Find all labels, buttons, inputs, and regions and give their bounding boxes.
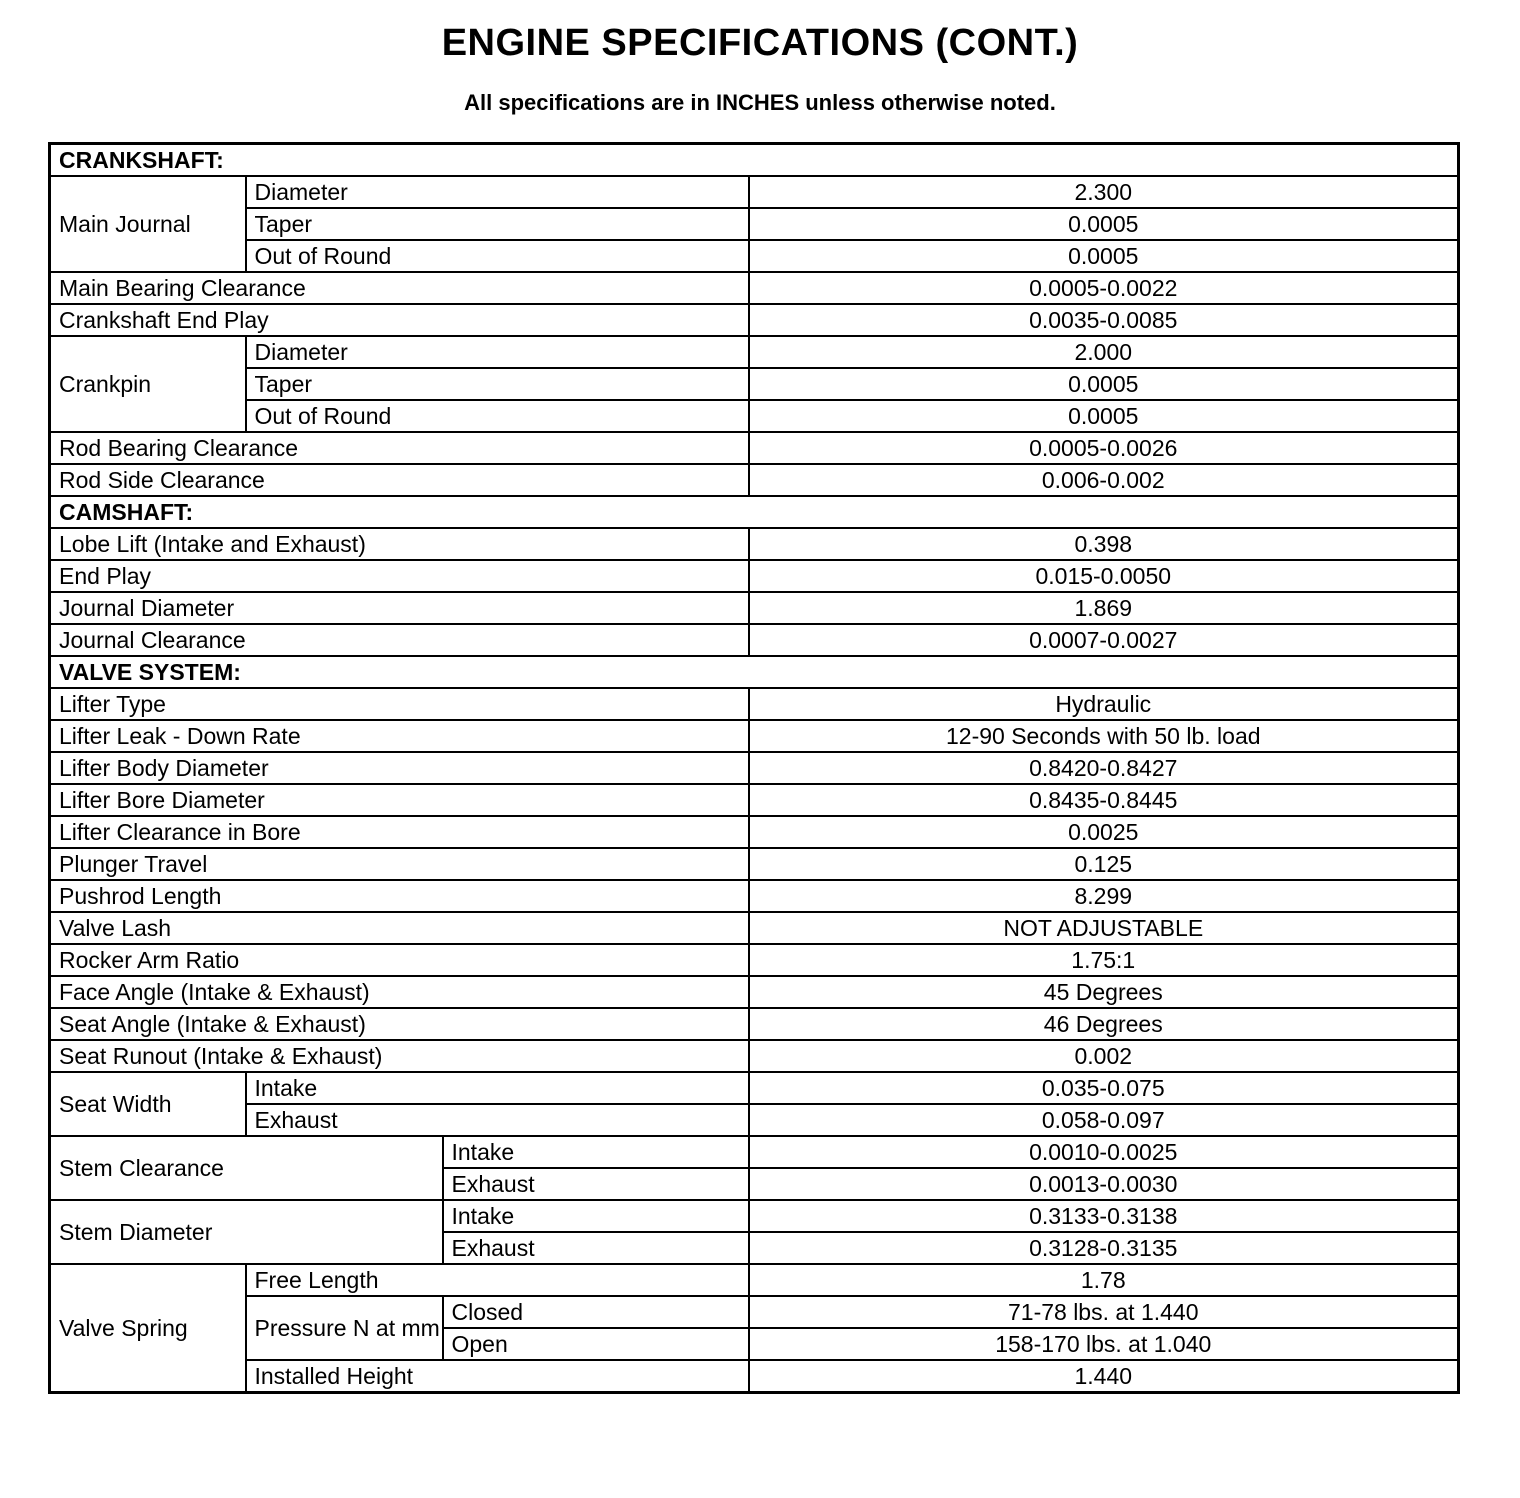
table-row (50, 1008, 1459, 1040)
table-row (50, 560, 1459, 592)
spec-value: 0.125 (749, 848, 1459, 880)
table-row (50, 432, 1459, 464)
spec-label: Lifter Clearance in Bore (50, 816, 749, 848)
spec-value: 0.0010-0.0025 (749, 1136, 1459, 1168)
spec-label: Diameter (246, 336, 749, 368)
spec-label: Taper (246, 368, 749, 400)
spec-label: Seat Runout (Intake & Exhaust) (50, 1040, 749, 1072)
spec-label: Rod Bearing Clearance (50, 432, 749, 464)
spec-label: Exhaust (246, 1104, 749, 1136)
table-row (50, 1104, 1459, 1136)
page-subtitle: All specifications are in INCHES unless otherwise noted. (464, 90, 1056, 115)
spec-value: 45 Degrees (749, 976, 1459, 1008)
spec-value: 0.058-0.097 (749, 1104, 1459, 1136)
spec-label: Exhaust (443, 1168, 749, 1200)
spec-value: 12-90 Seconds with 50 lb. load (749, 720, 1459, 752)
spec-label: Out of Round (246, 400, 749, 432)
table-row (50, 848, 1459, 880)
spec-label: Diameter (246, 176, 749, 208)
table-row (50, 336, 1459, 368)
section-header-valve-system: VALVE SYSTEM: (50, 656, 1459, 688)
spec-label: Plunger Travel (50, 848, 749, 880)
spec-value: 0.0013-0.0030 (749, 1168, 1459, 1200)
spec-label: Open (443, 1328, 749, 1360)
group-label-stem-clearance: Stem Clearance (50, 1136, 443, 1200)
table-row (50, 976, 1459, 1008)
spec-label: Journal Diameter (50, 592, 749, 624)
spec-value: 0.0007-0.0027 (749, 624, 1459, 656)
table-row (50, 176, 1459, 208)
spec-value: 0.3128-0.3135 (749, 1232, 1459, 1264)
spec-label: Face Angle (Intake & Exhaust) (50, 976, 749, 1008)
spec-value: 1.78 (749, 1264, 1459, 1296)
spec-value: 0.0025 (749, 816, 1459, 848)
spec-label: Lifter Type (50, 688, 749, 720)
table-row (50, 368, 1459, 400)
table-row (50, 464, 1459, 496)
table-row (50, 784, 1459, 816)
section-header-row (50, 144, 1459, 177)
spec-value: 46 Degrees (749, 1008, 1459, 1040)
table-row (50, 528, 1459, 560)
spec-label: Main Bearing Clearance (50, 272, 749, 304)
spec-value: 0.006-0.002 (749, 464, 1459, 496)
table-row (50, 752, 1459, 784)
spec-value: 0.002 (749, 1040, 1459, 1072)
spec-value: 8.299 (749, 880, 1459, 912)
spec-label: Intake (246, 1072, 749, 1104)
page-title: ENGINE SPECIFICATIONS (CONT.) (441, 22, 1079, 64)
spec-label: Closed (443, 1296, 749, 1328)
spec-value: 0.0005-0.0026 (749, 432, 1459, 464)
spec-value: 0.8420-0.8427 (749, 752, 1459, 784)
spec-label: Rod Side Clearance (50, 464, 749, 496)
spec-value: 1.440 (749, 1360, 1459, 1393)
spec-value: 1.869 (749, 592, 1459, 624)
spec-label: Rocker Arm Ratio (50, 944, 749, 976)
table-row (50, 400, 1459, 432)
spec-label: Intake (443, 1136, 749, 1168)
table-row (50, 1200, 1459, 1232)
group-label-pressure: Pressure N at mm (246, 1296, 443, 1360)
table-row (50, 880, 1459, 912)
spec-label: Out of Round (246, 240, 749, 272)
spec-label: Intake (443, 1200, 749, 1232)
spec-label: Valve Lash (50, 912, 749, 944)
spec-value: 0.0005 (749, 208, 1459, 240)
table-row (50, 720, 1459, 752)
spec-value: 0.015-0.0050 (749, 560, 1459, 592)
group-label-main-journal: Main Journal (50, 176, 246, 272)
spec-label: Pushrod Length (50, 880, 749, 912)
table-row (50, 240, 1459, 272)
spec-value: 0.3133-0.3138 (749, 1200, 1459, 1232)
table-row (50, 1136, 1459, 1168)
table-row (50, 1072, 1459, 1104)
spec-value: 0.0005 (749, 400, 1459, 432)
spec-label: Lifter Leak - Down Rate (50, 720, 749, 752)
spec-value: 158-170 lbs. at 1.040 (749, 1328, 1459, 1360)
table-row (50, 592, 1459, 624)
group-label-crankpin: Crankpin (50, 336, 246, 432)
table-row (50, 1360, 1459, 1393)
spec-label: Crankshaft End Play (50, 304, 749, 336)
spec-value: 0.8435-0.8445 (749, 784, 1459, 816)
section-header-camshaft: CAMSHAFT: (50, 496, 1459, 528)
spec-label: Taper (246, 208, 749, 240)
spec-label: Journal Clearance (50, 624, 749, 656)
group-label-valve-spring: Valve Spring (50, 1264, 246, 1393)
spec-value: 0.0005 (749, 240, 1459, 272)
spec-value: 0.0005-0.0022 (749, 272, 1459, 304)
spec-label: Lifter Bore Diameter (50, 784, 749, 816)
table-row (50, 816, 1459, 848)
table-row (50, 1264, 1459, 1296)
table-row (50, 624, 1459, 656)
spec-value: 1.75:1 (749, 944, 1459, 976)
spec-label: Seat Angle (Intake & Exhaust) (50, 1008, 749, 1040)
spec-value: NOT ADJUSTABLE (749, 912, 1459, 944)
section-header-row (50, 656, 1459, 688)
spec-value: 0.398 (749, 528, 1459, 560)
spec-label: Free Length (246, 1264, 749, 1296)
spec-label: Lifter Body Diameter (50, 752, 749, 784)
spec-label: Exhaust (443, 1232, 749, 1264)
spec-value: Hydraulic (749, 688, 1459, 720)
spec-label: Installed Height (246, 1360, 749, 1393)
table-row (50, 912, 1459, 944)
table-row (50, 304, 1459, 336)
group-label-stem-diameter: Stem Diameter (50, 1200, 443, 1264)
table-row (50, 208, 1459, 240)
spec-label: Lobe Lift (Intake and Exhaust) (50, 528, 749, 560)
table-row (50, 688, 1459, 720)
table-row (50, 1040, 1459, 1072)
spec-value: 2.000 (749, 336, 1459, 368)
spec-value: 71-78 lbs. at 1.440 (749, 1296, 1459, 1328)
table-row (50, 944, 1459, 976)
spec-table (48, 142, 1460, 1394)
table-row (50, 272, 1459, 304)
spec-value: 2.300 (749, 176, 1459, 208)
spec-value: 0.0005 (749, 368, 1459, 400)
table-row (50, 1296, 1459, 1328)
group-label-seat-width: Seat Width (50, 1072, 246, 1136)
section-header-crankshaft: CRANKSHAFT: (50, 144, 1459, 177)
section-header-row (50, 496, 1459, 528)
spec-value: 0.035-0.075 (749, 1072, 1459, 1104)
spec-value: 0.0035-0.0085 (749, 304, 1459, 336)
spec-label: End Play (50, 560, 749, 592)
